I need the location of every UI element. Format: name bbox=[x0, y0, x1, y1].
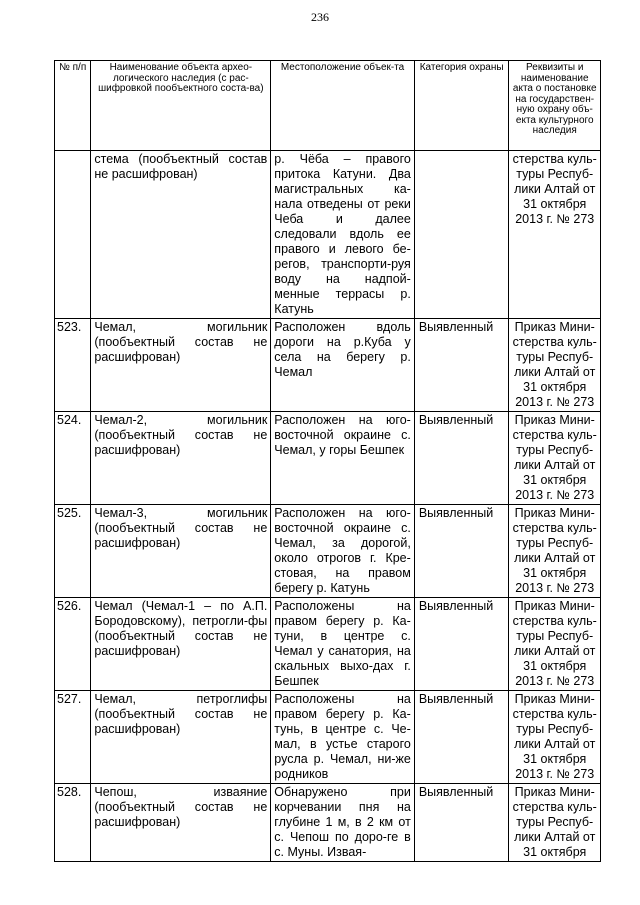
protection-category: Выявленный bbox=[414, 598, 509, 691]
heritage-registry-table bbox=[54, 60, 601, 862]
row-number: 524. bbox=[55, 412, 91, 505]
protection-category bbox=[414, 151, 509, 319]
object-name: Чемал, петроглифы (пообъектный состав не расшифрован) bbox=[91, 691, 271, 784]
act-details: Приказ Мини-стерства куль-туры Респуб-лики Алтай от 31 октября 2013 г. № 273 bbox=[509, 691, 601, 784]
object-name: Чемал, могильник (пообъектный состав не расшифрован) bbox=[91, 319, 271, 412]
table-row bbox=[55, 505, 601, 598]
act-details: Приказ Мини-стерства куль-туры Респуб-лики Алтай от 31 октября 2013 г. № 273 bbox=[509, 598, 601, 691]
table-row bbox=[55, 412, 601, 505]
act-details: стерства куль-туры Респуб-лики Алтай от 31 октября 2013 г. № 273 bbox=[509, 151, 601, 319]
protection-category: Выявленный bbox=[414, 319, 509, 412]
table-row bbox=[55, 598, 601, 691]
object-location: р. Чёба – правого притока Катуни. Два магистральных ка-нала отведены от реки Чеба и далее следовали вдоль ее правого и левого бе-регов, транспорти-руя воду на надпой-менные террасы р. Катунь bbox=[271, 151, 415, 319]
object-location: Расположен на юго-восточной окраине с. Чемал, за дорогой, около отрогов г. Кре-стовая, на правом берегу р. Катунь bbox=[271, 505, 415, 598]
act-details: Приказ Мини-стерства куль-туры Респуб-лики Алтай от 31 октября 2013 г. № 273 bbox=[509, 412, 601, 505]
object-name: Чемал-2, могильник (пообъектный состав не расшифрован) bbox=[91, 412, 271, 505]
header-name: Наименование объекта архео-логического наследия (с рас-шифровкой пообъектного соста-ва) bbox=[91, 61, 271, 151]
act-details: Приказ Мини-стерства куль-туры Респуб-лики Алтай от 31 октября bbox=[509, 784, 601, 862]
protection-category: Выявленный bbox=[414, 691, 509, 784]
table-row bbox=[55, 319, 601, 412]
header-act: Реквизиты и наименование акта о постановке на государствен-ную охрану объ-екта культурного наследия bbox=[509, 61, 601, 151]
protection-category: Выявленный bbox=[414, 505, 509, 598]
object-location: Расположен вдоль дороги на р.Куба у села на берегу р. Чемал bbox=[271, 319, 415, 412]
object-location: Расположены на правом берегу р. Ка-туни, в центре с. Чемал у санатория, на скальных выхо-дах г. Бешпек bbox=[271, 598, 415, 691]
row-number: 526. bbox=[55, 598, 91, 691]
row-number bbox=[55, 151, 91, 319]
table-header-row bbox=[55, 61, 601, 151]
row-number: 528. bbox=[55, 784, 91, 862]
page-number: 236 bbox=[311, 10, 329, 24]
table-row bbox=[55, 691, 601, 784]
row-number: 525. bbox=[55, 505, 91, 598]
table-row bbox=[55, 784, 601, 862]
act-details: Приказ Мини-стерства куль-туры Респуб-лики Алтай от 31 октября 2013 г. № 273 bbox=[509, 505, 601, 598]
object-name: Чепош, изваяние (пообъектный состав не расшифрован) bbox=[91, 784, 271, 862]
table-row bbox=[55, 151, 601, 319]
header-location: Местоположение объек-та bbox=[271, 61, 415, 151]
act-details: Приказ Мини-стерства куль-туры Респуб-лики Алтай от 31 октября 2013 г. № 273 bbox=[509, 319, 601, 412]
protection-category: Выявленный bbox=[414, 784, 509, 862]
object-name: стема (пообъектный состав не расшифрован) bbox=[91, 151, 271, 319]
object-location: Расположены на правом берегу р. Ка-тунь, в центре с. Че-мал, в устье старого русла р. Чемал, ни-же родников bbox=[271, 691, 415, 784]
object-location: Расположен на юго-восточной окраине с. Чемал, у горы Бешпек bbox=[271, 412, 415, 505]
object-name: Чемал-3, могильник (пообъектный состав не расшифрован) bbox=[91, 505, 271, 598]
row-number: 527. bbox=[55, 691, 91, 784]
row-number: 523. bbox=[55, 319, 91, 412]
object-name: Чемал (Чемал-1 – по А.П. Бородовскому), петрогли-фы (пообъектный состав не расшифрован) bbox=[91, 598, 271, 691]
object-location: Обнаружено при корчевании пня на глубине 1 м, в 2 км от с. Чепош по доро-ге в с. Муны. Извая- bbox=[271, 784, 415, 862]
header-category: Категория охраны bbox=[414, 61, 509, 151]
header-num: № п/п bbox=[55, 61, 91, 151]
protection-category: Выявленный bbox=[414, 412, 509, 505]
